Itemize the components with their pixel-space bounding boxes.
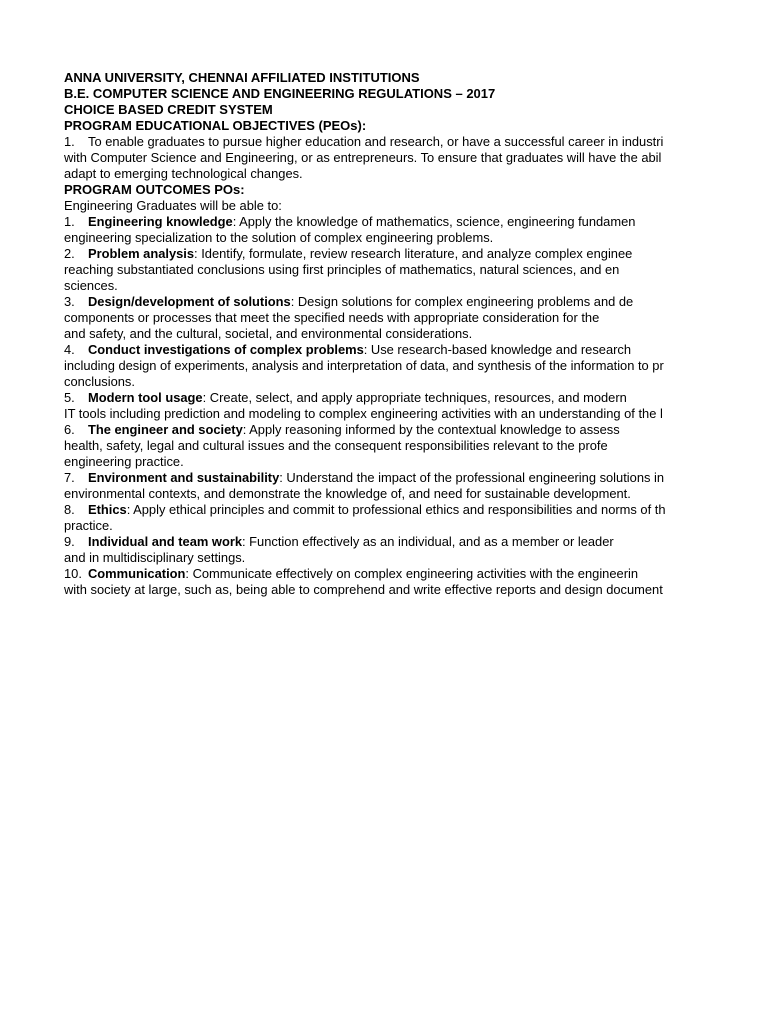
outcome-text: : Communicate effectively on complex engineering activities with the engineerin: [185, 566, 639, 581]
peo-item-line-2: with Computer Science and Engineering, or as entrepreneurs. To ensure that graduates will have the abil: [64, 150, 662, 165]
outcome-number: 4.: [64, 342, 75, 357]
program-heading: B.E. COMPUTER SCIENCE AND ENGINEERING REGULATIONS – 2017: [64, 86, 496, 101]
outcomes-list: [64, 214, 705, 598]
outcome-text: : Design solutions for complex engineering problems and de: [290, 294, 634, 309]
peo-item-text: To enable graduates to pursue higher education and research, or have a successful career in industri: [88, 134, 664, 149]
po-intro: Engineering Graduates will be able to:: [64, 198, 282, 213]
outcome-text: : Apply ethical principles and commit to professional ethics and responsibilities and norms of th: [126, 502, 666, 517]
outcome-number: 6.: [64, 422, 75, 437]
outcome-continuation: health, safety, legal and cultural issues and the consequent responsibilities relevant to the profe: [64, 438, 608, 453]
outcome-number: 7.: [64, 470, 75, 485]
outcome-number: 10.: [64, 566, 82, 581]
outcome-text: : Create, select, and apply appropriate techniques, resources, and modern: [202, 390, 627, 405]
outcome-title: The engineer and society: [88, 422, 243, 437]
outcome-continuation: sciences.: [64, 278, 118, 293]
outcome-number: 3.: [64, 294, 75, 309]
outcome-continuation: environmental contexts, and demonstrate the knowledge of, and need for sustainable development.: [64, 486, 631, 501]
outcome-text: : Function effectively as an individual, and as a member or leader: [242, 534, 614, 549]
outcome-title: Communication: [88, 566, 186, 581]
outcome-continuation: components or processes that meet the specified needs with appropriate consideration for the: [64, 310, 600, 325]
outcome-title: Environment and sustainability: [88, 470, 280, 485]
outcome-text: : Use research-based knowledge and research: [363, 342, 632, 357]
outcome-continuation: IT tools including prediction and modeling to complex engineering activities with an understanding of the l: [64, 406, 663, 421]
outcome-item: [64, 470, 705, 486]
outcome-item: [64, 342, 705, 358]
outcome-continuation: including design of experiments, analysis and interpretation of data, and synthesis of the information to pr: [64, 358, 664, 373]
outcome-continuation: conclusions.: [64, 374, 135, 389]
outcome-number: 1.: [64, 214, 75, 229]
university-heading: ANNA UNIVERSITY, CHENNAI AFFILIATED INSTITUTIONS: [64, 70, 420, 85]
outcome-continuation: and safety, and the cultural, societal, and environmental considerations.: [64, 326, 473, 341]
po-heading: PROGRAM OUTCOMES POs:: [64, 182, 245, 197]
outcome-number: 8.: [64, 502, 75, 517]
outcome-item: [64, 566, 705, 582]
outcome-item: [64, 294, 705, 310]
outcome-text: : Apply the knowledge of mathematics, science, engineering fundamen: [232, 214, 636, 229]
outcome-title: Problem analysis: [88, 246, 195, 261]
peo-heading: PROGRAM EDUCATIONAL OBJECTIVES (PEOs):: [64, 118, 367, 133]
outcome-item: [64, 214, 705, 230]
system-heading: CHOICE BASED CREDIT SYSTEM: [64, 102, 273, 117]
document-page: [64, 70, 705, 611]
outcome-continuation: practice.: [64, 518, 113, 533]
outcome-title: Individual and team work: [88, 534, 243, 549]
peo-item-number: 1.: [64, 134, 75, 149]
peo-item-line-3: adapt to emerging technological changes.: [64, 166, 303, 181]
outcome-number: 9.: [64, 534, 75, 549]
outcome-item: [64, 390, 705, 406]
outcome-continuation: engineering specialization to the solution of complex engineering problems.: [64, 230, 494, 245]
outcome-title: Ethics: [88, 502, 127, 517]
outcome-number: 5.: [64, 390, 75, 405]
outcome-text: : Identify, formulate, review research literature, and analyze complex enginee: [194, 246, 633, 261]
outcome-title: Design/development of solutions: [88, 294, 291, 309]
outcome-title: Modern tool usage: [88, 390, 203, 405]
outcome-item: [64, 246, 705, 262]
outcome-text: : Apply reasoning informed by the contextual knowledge to assess: [242, 422, 620, 437]
outcome-item: [64, 422, 705, 438]
outcome-title: Conduct investigations of complex problems: [88, 342, 364, 357]
peo-item-line-1: [64, 134, 705, 150]
outcome-title: Engineering knowledge: [88, 214, 233, 229]
outcome-item: [64, 502, 705, 518]
outcome-continuation: with society at large, such as, being able to comprehend and write effective reports and design document: [64, 582, 663, 597]
outcome-continuation: reaching substantiated conclusions using first principles of mathematics, natural sciences, and en: [64, 262, 620, 277]
outcome-item: [64, 534, 705, 550]
outcome-continuation: engineering practice.: [64, 454, 184, 469]
outcome-number: 2.: [64, 246, 75, 261]
outcome-text: : Understand the impact of the professional engineering solutions in: [279, 470, 665, 485]
outcome-continuation: and in multidisciplinary settings.: [64, 550, 246, 565]
